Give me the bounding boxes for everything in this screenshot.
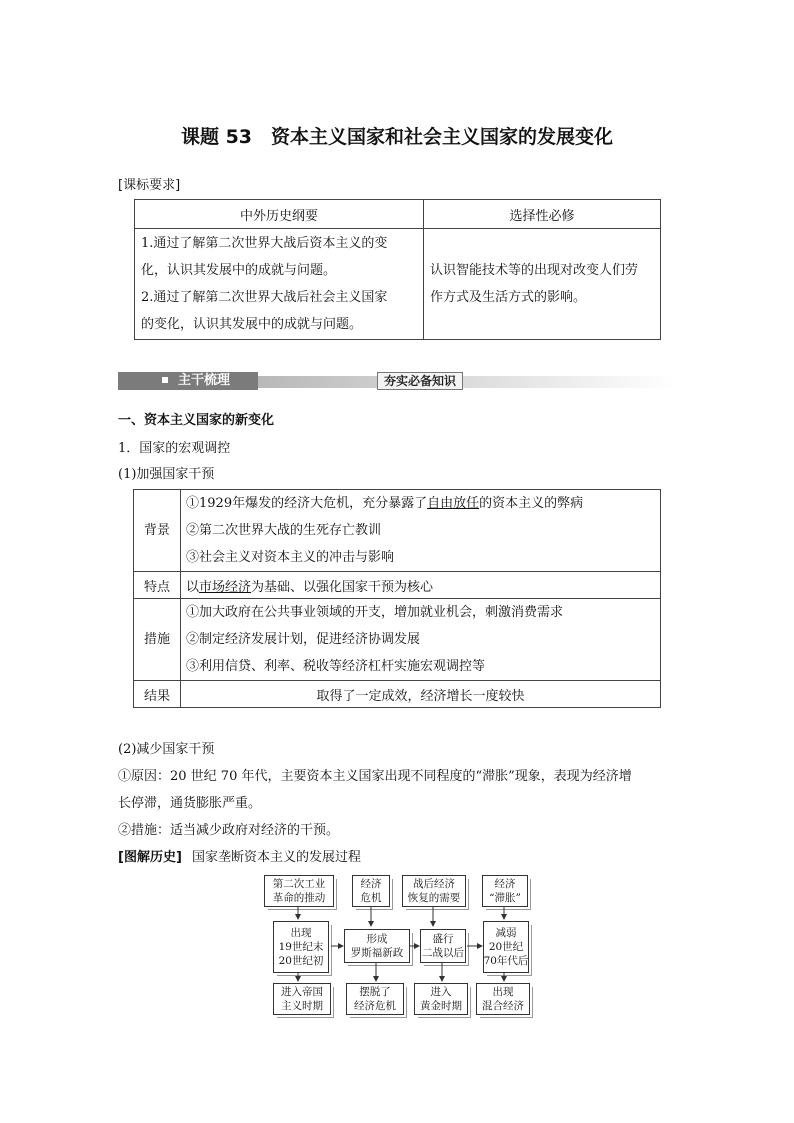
tujie-label: [图解历史] xyxy=(118,850,182,865)
background-item: ③社会主义对资本主义的冲击与影响 xyxy=(186,550,395,565)
process-diagram xyxy=(262,873,536,1021)
tujie-line xyxy=(118,846,361,865)
diagram-top-node: 经济 “滞胀” xyxy=(482,875,528,907)
diagram-mid-node: 减弱 20世纪 70年代后 xyxy=(483,921,529,973)
requirements-table xyxy=(134,199,661,340)
req-header-left: 中外历史纲要 xyxy=(135,200,424,229)
diagram-top-node: 经济 危机 xyxy=(352,875,390,907)
subpoint-heading: (1)加强国家干预 xyxy=(118,467,215,482)
req-left-line: 2.通过了解第二次世界大战后社会主义国家 xyxy=(141,290,388,305)
background-item: ①1929年爆发的经济大危机，充分暴露了自由放任的资本主义的弊病 xyxy=(186,496,584,511)
page-title: 课题 53 资本主义国家和社会主义国家的发展变化 xyxy=(180,126,614,148)
background-cell xyxy=(181,490,661,572)
banner-sub-label: 夯实必备知识 xyxy=(377,372,463,390)
req-left-line: 化，认识其发展中的成就与问题。 xyxy=(141,263,337,278)
req-right-cell xyxy=(424,229,661,340)
diagram-mid-node: 出现 19世纪末 20世纪初 xyxy=(273,921,329,973)
reason-line: 长停滞，通货膨胀严重。 xyxy=(118,796,262,811)
tujie-text: 国家垄断资本主义的发展过程 xyxy=(192,850,362,865)
row-label-background: 背景 xyxy=(134,490,181,572)
section-banner xyxy=(118,372,675,390)
req-right-line: 认识智能技术等的出现对改变人们劳 xyxy=(430,263,639,278)
section-heading: 一、资本主义国家的新变化 xyxy=(118,413,275,428)
diagram-bottom-node: 摆脱了 经济危机 xyxy=(346,983,404,1015)
measure-item: ①加大政府在公共事业领域的开支，增加就业机会，刺激消费需求 xyxy=(186,605,564,620)
row-label-feature: 特点 xyxy=(134,572,181,599)
intervention-table xyxy=(133,489,661,708)
reason-line: ①原因：20 世纪 70 年代，主要资本主义国家出现不同程度的“滞胀”现象，表现为经济增 xyxy=(118,769,632,784)
diagram-mid-node: 形成 罗斯福新政 xyxy=(344,929,410,963)
diagram-mid-node: 盛行 二战以后 xyxy=(420,929,466,963)
point-heading: 1．国家的宏观调控 xyxy=(118,441,231,456)
result-cell: 取得了一定成效，经济增长一度较快 xyxy=(181,681,661,708)
diagram-bottom-node: 进入帝国 主义时期 xyxy=(273,983,331,1015)
banner-main-label: 主干梳理 xyxy=(178,373,231,388)
diagram-bottom-node: 出现 混合经济 xyxy=(476,983,530,1015)
req-left-line: 1.通过了解第二次世界大战后资本主义的变 xyxy=(141,236,388,251)
diagram-top-node: 第二次工业 革命的推动 xyxy=(264,875,334,907)
background-item: ②第二次世界大战的生死存亡教训 xyxy=(186,523,382,538)
measure-line: ②措施：适当减少政府对经济的干预。 xyxy=(118,823,340,838)
measure-item: ③利用信贷、利率、税收等经济杠杆实施宏观调控等 xyxy=(186,659,486,674)
measure-item: ②制定经济发展计划，促进经济协调发展 xyxy=(186,632,421,647)
subpoint-heading-2: (2)减少国家干预 xyxy=(118,742,215,757)
req-header-right: 选择性必修 xyxy=(424,200,661,229)
row-label-result: 结果 xyxy=(134,681,181,708)
req-left-cell xyxy=(135,229,424,340)
req-left-line: 的变化，认识其发展中的成就与问题。 xyxy=(141,317,363,332)
measures-cell xyxy=(181,599,661,681)
square-bullet-icon xyxy=(162,377,168,383)
diagram-bottom-node: 进入 黄金时期 xyxy=(414,983,468,1015)
row-label-measures: 措施 xyxy=(134,599,181,681)
diagram-top-node: 战后经济 恢复的需要 xyxy=(402,875,466,907)
req-right-line: 作方式及生活方式的影响。 xyxy=(430,290,587,305)
kebiao-label: [课标要求] xyxy=(118,178,181,193)
feature-cell: 以市场经济为基础、以强化国家干预为核心 xyxy=(181,572,661,599)
